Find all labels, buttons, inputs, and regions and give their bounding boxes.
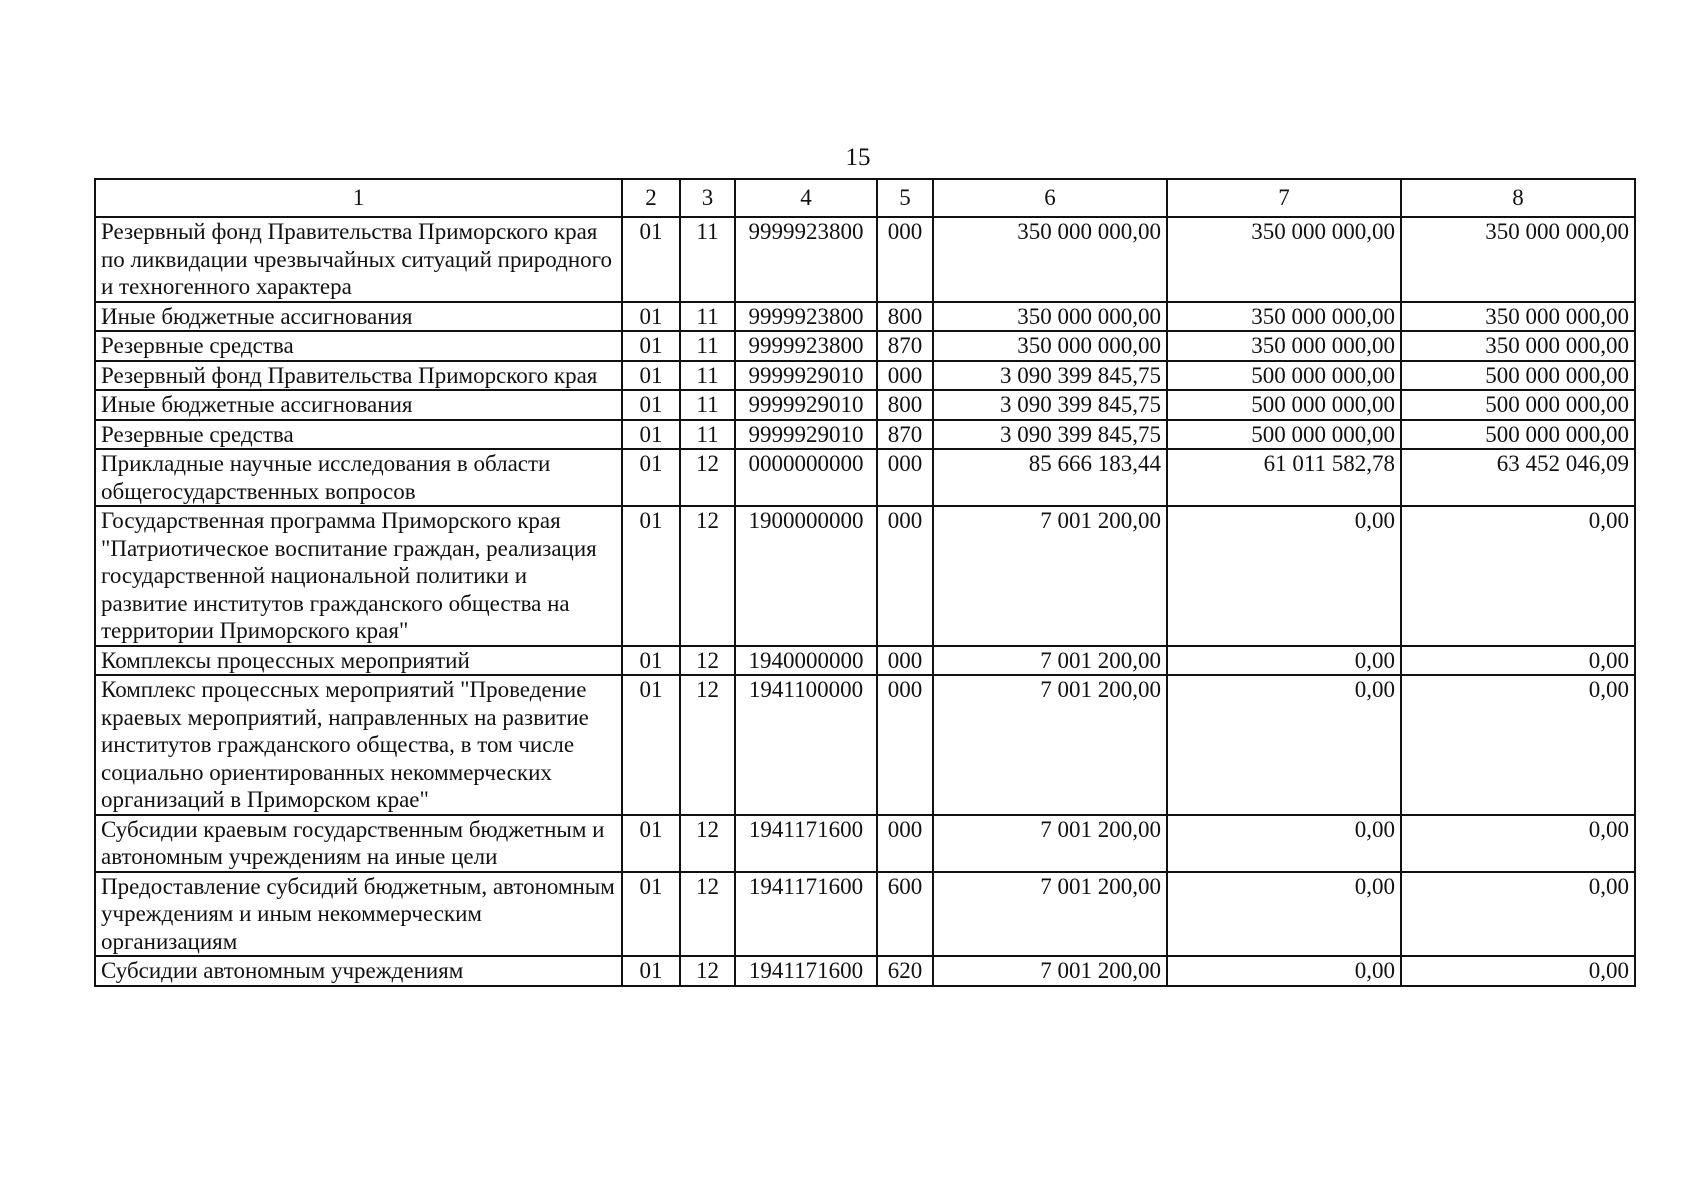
column-header: 5 — [877, 179, 933, 217]
column-header: 6 — [933, 179, 1167, 217]
amount-col6-cell: 350 000 000,00 — [933, 331, 1167, 361]
expense-type-cell: 620 — [877, 956, 933, 986]
column-header: 1 — [95, 179, 622, 217]
amount-col8-cell: 350 000 000,00 — [1401, 217, 1635, 302]
target-article-cell: 9999929010 — [735, 361, 877, 391]
amount-col7-cell: 500 000 000,00 — [1167, 390, 1401, 420]
subsection-code-cell: 12 — [680, 956, 735, 986]
amount-col8-cell: 0,00 — [1401, 646, 1635, 676]
table-row — [95, 449, 1635, 506]
subsection-code-cell: 12 — [680, 872, 735, 957]
target-article-cell: 1941100000 — [735, 675, 877, 815]
amount-col8-cell: 0,00 — [1401, 872, 1635, 957]
column-header: 7 — [1167, 179, 1401, 217]
amount-col7-cell: 0,00 — [1167, 646, 1401, 676]
expense-type-cell: 000 — [877, 506, 933, 646]
table-row — [95, 420, 1635, 450]
expense-type-cell: 870 — [877, 331, 933, 361]
section-code-cell: 01 — [622, 390, 680, 420]
section-code-cell: 01 — [622, 217, 680, 302]
section-code-cell: 01 — [622, 675, 680, 815]
amount-col8-cell: 350 000 000,00 — [1401, 302, 1635, 332]
target-article-cell: 9999923800 — [735, 302, 877, 332]
amount-col8-cell: 500 000 000,00 — [1401, 420, 1635, 450]
expense-type-cell: 600 — [877, 872, 933, 957]
amount-col7-cell: 350 000 000,00 — [1167, 331, 1401, 361]
target-article-cell: 9999923800 — [735, 331, 877, 361]
amount-col8-cell: 0,00 — [1401, 675, 1635, 815]
expense-type-cell: 800 — [877, 302, 933, 332]
section-code-cell: 01 — [622, 302, 680, 332]
expense-type-cell: 870 — [877, 420, 933, 450]
amount-col6-cell: 7 001 200,00 — [933, 646, 1167, 676]
column-header: 2 — [622, 179, 680, 217]
amount-col7-cell: 61 011 582,78 — [1167, 449, 1401, 506]
amount-col6-cell: 7 001 200,00 — [933, 872, 1167, 957]
amount-col7-cell: 0,00 — [1167, 956, 1401, 986]
amount-col8-cell: 0,00 — [1401, 506, 1635, 646]
amount-col8-cell: 63 452 046,09 — [1401, 449, 1635, 506]
column-header: 3 — [680, 179, 735, 217]
subsection-code-cell: 11 — [680, 331, 735, 361]
section-code-cell: 01 — [622, 956, 680, 986]
target-article-cell: 9999923800 — [735, 217, 877, 302]
table-row — [95, 675, 1635, 815]
table-row — [95, 217, 1635, 302]
row-name-cell: Резервный фонд Правительства Приморского края — [95, 361, 622, 391]
row-name-cell: Прикладные научные исследования в области общегосударственных вопросов — [95, 449, 622, 506]
table-row — [95, 361, 1635, 391]
row-name-cell: Комплексы процессных мероприятий — [95, 646, 622, 676]
row-name-cell: Резервные средства — [95, 420, 622, 450]
amount-col6-cell: 3 090 399 845,75 — [933, 361, 1167, 391]
amount-col8-cell: 500 000 000,00 — [1401, 390, 1635, 420]
column-header: 4 — [735, 179, 877, 217]
row-name-cell: Резервные средства — [95, 331, 622, 361]
header-row — [95, 179, 1635, 217]
expense-type-cell: 000 — [877, 815, 933, 872]
expense-type-cell: 800 — [877, 390, 933, 420]
target-article-cell: 1941171600 — [735, 956, 877, 986]
amount-col7-cell: 0,00 — [1167, 506, 1401, 646]
subsection-code-cell: 11 — [680, 302, 735, 332]
amount-col8-cell: 350 000 000,00 — [1401, 331, 1635, 361]
amount-col6-cell: 7 001 200,00 — [933, 956, 1167, 986]
table-row — [95, 331, 1635, 361]
subsection-code-cell: 12 — [680, 449, 735, 506]
amount-col7-cell: 500 000 000,00 — [1167, 420, 1401, 450]
row-name-cell: Субсидии автономным учреждениям — [95, 956, 622, 986]
section-code-cell: 01 — [622, 361, 680, 391]
subsection-code-cell: 12 — [680, 815, 735, 872]
amount-col7-cell: 0,00 — [1167, 815, 1401, 872]
table-row — [95, 815, 1635, 872]
subsection-code-cell: 12 — [680, 506, 735, 646]
expense-type-cell: 000 — [877, 449, 933, 506]
column-header: 8 — [1401, 179, 1635, 217]
section-code-cell: 01 — [622, 449, 680, 506]
page-number: 15 — [845, 144, 871, 171]
section-code-cell: 01 — [622, 815, 680, 872]
section-code-cell: 01 — [622, 331, 680, 361]
subsection-code-cell: 11 — [680, 361, 735, 391]
amount-col7-cell: 350 000 000,00 — [1167, 302, 1401, 332]
row-name-cell: Субсидии краевым государственным бюджетным и автономным учреждениям на иные цели — [95, 815, 622, 872]
amount-col6-cell: 350 000 000,00 — [933, 217, 1167, 302]
section-code-cell: 01 — [622, 420, 680, 450]
expense-type-cell: 000 — [877, 217, 933, 302]
section-code-cell: 01 — [622, 506, 680, 646]
table-row — [95, 956, 1635, 986]
expense-type-cell: 000 — [877, 361, 933, 391]
target-article-cell: 9999929010 — [735, 420, 877, 450]
row-name-cell: Государственная программа Приморского края "Патриотическое воспитание граждан, реализация государственной национальной политики и развитие институтов гражданского общества на территории Приморского края" — [95, 506, 622, 646]
amount-col8-cell: 0,00 — [1401, 956, 1635, 986]
row-name-cell: Предоставление субсидий бюджетным, автономным учреждениям и иным некоммерческим организациям — [95, 872, 622, 957]
row-name-cell: Иные бюджетные ассигнования — [95, 302, 622, 332]
amount-col7-cell: 0,00 — [1167, 872, 1401, 957]
subsection-code-cell: 12 — [680, 646, 735, 676]
table-row — [95, 506, 1635, 646]
table-row — [95, 872, 1635, 957]
row-name-cell: Иные бюджетные ассигнования — [95, 390, 622, 420]
target-article-cell: 1900000000 — [735, 506, 877, 646]
subsection-code-cell: 11 — [680, 420, 735, 450]
target-article-cell: 0000000000 — [735, 449, 877, 506]
row-name-cell: Резервный фонд Правительства Приморского края по ликвидации чрезвычайных ситуаций природного и техногенного характера — [95, 217, 622, 302]
amount-col7-cell: 500 000 000,00 — [1167, 361, 1401, 391]
amount-col6-cell: 85 666 183,44 — [933, 449, 1167, 506]
subsection-code-cell: 11 — [680, 390, 735, 420]
table-row — [95, 302, 1635, 332]
table-row — [95, 646, 1635, 676]
amount-col8-cell: 0,00 — [1401, 815, 1635, 872]
target-article-cell: 1941171600 — [735, 815, 877, 872]
subsection-code-cell: 12 — [680, 675, 735, 815]
amount-col7-cell: 350 000 000,00 — [1167, 217, 1401, 302]
target-article-cell: 1940000000 — [735, 646, 877, 676]
subsection-code-cell: 11 — [680, 217, 735, 302]
target-article-cell: 1941171600 — [735, 872, 877, 957]
budget-table — [94, 178, 1636, 987]
amount-col7-cell: 0,00 — [1167, 675, 1401, 815]
amount-col8-cell: 500 000 000,00 — [1401, 361, 1635, 391]
amount-col6-cell: 3 090 399 845,75 — [933, 390, 1167, 420]
amount-col6-cell: 3 090 399 845,75 — [933, 420, 1167, 450]
target-article-cell: 9999929010 — [735, 390, 877, 420]
amount-col6-cell: 7 001 200,00 — [933, 506, 1167, 646]
amount-col6-cell: 350 000 000,00 — [933, 302, 1167, 332]
row-name-cell: Комплекс процессных мероприятий "Проведение краевых мероприятий, направленных на развитие институтов гражданского общества, в том числе социально ориентированных некоммерческих организаций в Приморском крае" — [95, 675, 622, 815]
expense-type-cell: 000 — [877, 675, 933, 815]
amount-col6-cell: 7 001 200,00 — [933, 675, 1167, 815]
expense-type-cell: 000 — [877, 646, 933, 676]
amount-col6-cell: 7 001 200,00 — [933, 815, 1167, 872]
table-row — [95, 390, 1635, 420]
section-code-cell: 01 — [622, 646, 680, 676]
section-code-cell: 01 — [622, 872, 680, 957]
